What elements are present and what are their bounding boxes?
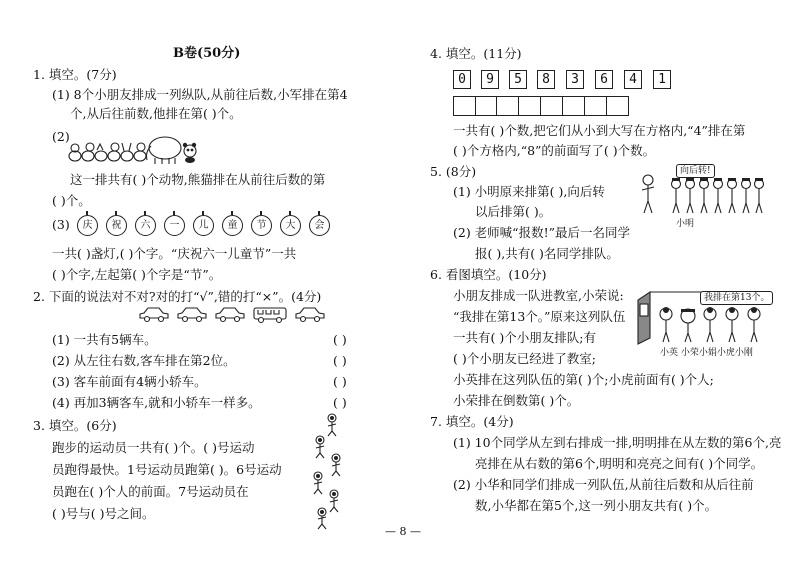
- q1-p2-line1: 这一排共有( )个动物,熊猫排在从前往后数的第: [70, 172, 326, 187]
- q3-line1: 跑步的运动员一共有( )个。( )号运动: [52, 440, 255, 455]
- q5-heading: 5. (8分): [430, 164, 477, 179]
- digit-card: 6: [595, 70, 613, 89]
- animal-6: [134, 151, 146, 161]
- q3-line2: 员跑得最快。1号运动员跑第( )。6号运动: [52, 462, 282, 477]
- q1-p3-label: (3): [52, 217, 70, 232]
- q3-line3: 员跑在( )个人的前面。7号运动员在: [52, 484, 249, 499]
- q2-item-3: (3) 客车前面有4辆小轿车。: [52, 374, 207, 389]
- digit-card: 4: [624, 70, 642, 89]
- digit-card: 1: [653, 70, 671, 89]
- answer-blank[interactable]: ( ): [333, 332, 347, 347]
- q1-p2-line2: ( )个。: [52, 193, 91, 208]
- q5-line4: 报( ),共有( )名同学排队。: [475, 246, 619, 261]
- teacher-speech-bubble: 向后转!: [676, 164, 715, 178]
- animal-3: [95, 151, 107, 161]
- q2-heading: 2. 下面的说法对不对?对的打“√”,错的打“×”。(4分): [33, 289, 322, 304]
- lantern: 节: [251, 215, 272, 236]
- lantern: 六: [135, 215, 156, 236]
- answer-blank[interactable]: ( ): [333, 353, 347, 368]
- q1-heading: 1. 填空。(7分): [33, 67, 117, 82]
- q7-line4: 数,小华都在第5个,这一列小朋友共有( )个。: [475, 498, 718, 513]
- car-1: [140, 308, 168, 322]
- q6-line3: 一共有( )个小朋友排队;有: [453, 330, 596, 345]
- animal-row-illustration: [67, 126, 197, 166]
- q6-line2: “我排在第13个。”原来这列队伍: [453, 309, 626, 324]
- answer-square[interactable]: [563, 96, 585, 116]
- digit-card: 3: [566, 70, 584, 89]
- q1-p3-line2: ( )个字,左起第( )个字是“节”。: [52, 267, 222, 282]
- q5-line1: (1) 小明原来排第( ),向后转: [453, 184, 605, 199]
- animal-2: [82, 151, 94, 161]
- car-3: [216, 308, 244, 322]
- digit-card: 8: [537, 70, 555, 89]
- q3-line4: ( )号与( )号之间。: [52, 506, 155, 521]
- lantern: 童: [222, 215, 243, 236]
- vehicle-row-illustration: [138, 306, 338, 324]
- q7-line2: 亮排在从右数的第6个,明明和亮亮之间有( )个同学。: [475, 456, 764, 471]
- lantern: 会: [309, 215, 330, 236]
- q7-heading: 7. 填空。(4分): [430, 414, 514, 429]
- answer-square[interactable]: [475, 96, 497, 116]
- lantern: 一: [164, 215, 185, 236]
- xiaoming-caption: 小明: [676, 219, 695, 229]
- answer-square[interactable]: [585, 96, 607, 116]
- panda: [183, 143, 196, 163]
- q6-line5: 小英排在这列队伍的第( )个;小虎前面有( )个人;: [453, 372, 714, 387]
- q4-line1: 一共有( )个数,把它们从小到大写在方格内,“4”排在第: [453, 123, 746, 138]
- q2-item-2: (2) 从左往右数,客车排在第2位。: [52, 353, 236, 368]
- xiaorong-speech-bubble: 我排在第13个。: [700, 291, 773, 305]
- car-2: [178, 308, 206, 322]
- q6-heading: 6. 看图填空。(10分): [430, 267, 547, 282]
- answer-blank[interactable]: ( ): [333, 395, 347, 410]
- children-names-caption: 小英 小荣小娟小虎小刚: [660, 348, 753, 358]
- answer-square[interactable]: [607, 96, 629, 116]
- lantern: 祝: [106, 215, 127, 236]
- q1-p2-label: (2): [52, 129, 70, 144]
- q1-p1-line2: 个,从后往前数,他排在第( )个。: [70, 106, 242, 121]
- answer-square[interactable]: [541, 96, 563, 116]
- digit-card: 5: [509, 70, 527, 89]
- lantern: 庆: [77, 215, 98, 236]
- page-number: — 8 —: [385, 525, 421, 538]
- digit-card: 9: [481, 70, 499, 89]
- q5-line2: 以后排第( )。: [475, 204, 552, 219]
- section-title: B卷(50分): [173, 46, 241, 61]
- animal-4: [108, 151, 120, 161]
- answer-square[interactable]: [519, 96, 541, 116]
- runners-illustration: [300, 410, 352, 532]
- q2-item-4: (4) 再加3辆客车,就和小轿车一样多。: [52, 395, 261, 410]
- q4-line2: ( )个方格内,“8”的前面写了( )个数。: [453, 143, 656, 158]
- q1-p1-line1: (1) 8个小朋友排成一列纵队,从前往后数,小军排在第4: [52, 87, 348, 102]
- bus: [254, 308, 286, 323]
- q6-line4: ( )个小朋友已经进了教室;: [453, 351, 596, 366]
- lantern: 儿: [193, 215, 214, 236]
- animal-5: [121, 151, 133, 161]
- q3-heading: 3. 填空。(6分): [33, 418, 117, 433]
- q4-heading: 4. 填空。(11分): [430, 46, 522, 61]
- digit-card: 0: [453, 70, 471, 89]
- elephant: [149, 137, 181, 159]
- q1-p3-line1: 一共( )盏灯,( )个字。“庆祝六一儿童节”一共: [52, 246, 297, 261]
- car-4: [296, 308, 324, 322]
- q6-line6: 小荣排在倒数第( )个。: [453, 393, 580, 408]
- q5-line3: (2) 老师喊“报数!”最后一名同学: [453, 225, 630, 240]
- q6-line1: 小朋友排成一队进教室,小荣说:: [453, 288, 624, 303]
- answer-blank[interactable]: ( ): [333, 374, 347, 389]
- q7-line3: (2) 小华和同学们排成一列队伍,从前往后数和从后往前: [453, 477, 754, 492]
- lantern: 大: [280, 215, 301, 236]
- answer-square[interactable]: [497, 96, 519, 116]
- q7-line1: (1) 10个同学从左到右排成一排,明明排在从左数的第6个,亮: [453, 435, 782, 450]
- students-line-illustration: [636, 170, 766, 218]
- q2-item-1: (1) 一共有5辆车。: [52, 332, 157, 347]
- answer-square[interactable]: [453, 96, 476, 116]
